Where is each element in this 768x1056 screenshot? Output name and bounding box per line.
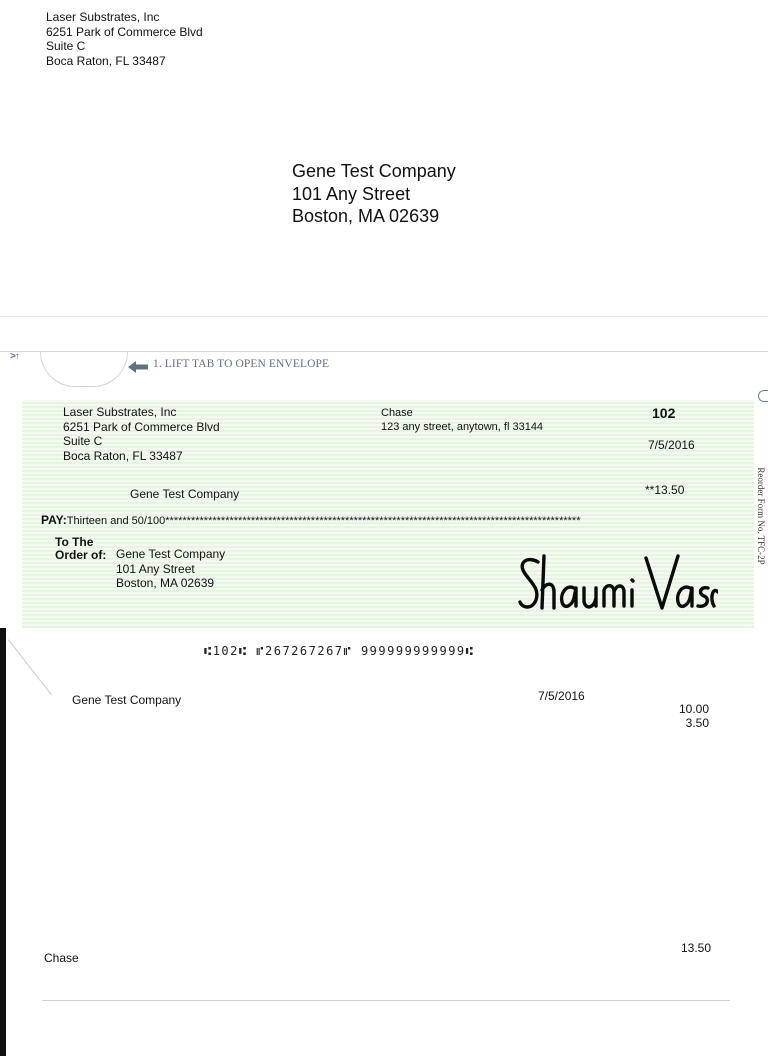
scan-edge	[0, 628, 6, 1056]
stub-amount-1: 10.00	[678, 702, 709, 716]
stub-date: 7/5/2016	[538, 689, 585, 703]
sender-name: Laser Substrates, Inc	[46, 10, 160, 24]
check-number: 102	[652, 405, 676, 421]
check-payer-name: Laser Substrates, Inc	[63, 405, 177, 419]
stub-bank: Chase	[44, 951, 79, 965]
sender-city: Boca Raton, FL 33487	[46, 53, 166, 68]
order-city: Boston, MA 02639	[116, 576, 215, 590]
pay-line	[41, 513, 701, 527]
check-date: 7/5/2016	[648, 438, 695, 452]
check-amount: **13.50	[645, 483, 685, 497]
stub-payee: Gene Test Company	[72, 693, 182, 707]
reorder-form-text: Reorder Form No. TFC-2P	[756, 467, 766, 565]
corner-arrow-icon: >↑	[10, 351, 19, 362]
recipient-city: Boston, MA 02639	[292, 206, 440, 226]
check-payer-address	[63, 405, 220, 463]
sender-suite: Suite C	[46, 39, 86, 53]
check-bank-address: 123 any street, anytown, fl 33144	[381, 421, 544, 433]
pay-amount-words: Thirteen and 50/100*************************************************************************************************	[66, 515, 581, 527]
order-name: Gene Test Company	[116, 547, 226, 561]
lift-tab-instruction: 1. LIFT TAB TO OPEN ENVELOPE	[153, 358, 330, 370]
check-payer-suite: Suite C	[63, 434, 103, 448]
to-the-order-label	[55, 536, 106, 562]
lift-tab[interactable]	[40, 352, 128, 387]
check-payee-line: Gene Test Company	[130, 487, 240, 501]
sender-street: 6251 Park of Commerce Blvd	[46, 24, 203, 39]
check-payer-street: 6251 Park of Commerce Blvd	[63, 419, 220, 434]
micr-line: ⑆102⑆ ⑈267267267⑈ 999999999999⑆	[204, 644, 475, 658]
check-order-address	[116, 547, 225, 591]
stub-total: 13.50	[680, 941, 711, 955]
recipient-name: Gene Test Company	[292, 161, 456, 181]
recipient-address	[292, 160, 456, 228]
perforation-mark	[758, 390, 768, 402]
stub-amounts	[640, 702, 709, 730]
stub-amount-2: 3.50	[685, 716, 709, 730]
bottom-edge	[42, 1000, 730, 1001]
recipient-street: 101 Any Street	[292, 183, 411, 204]
envelope-edge-line	[8, 639, 52, 695]
pay-label: PAY:	[41, 513, 67, 527]
left-arrow-icon	[128, 361, 148, 373]
sender-address	[46, 10, 203, 68]
signature	[514, 548, 718, 620]
check-bank-name: Chase	[381, 407, 413, 419]
fold-line	[0, 316, 768, 317]
check-bank	[381, 406, 543, 434]
order-street: 101 Any Street	[116, 561, 195, 576]
order-of-label: Order of:	[55, 548, 107, 562]
to-the-label: To The	[55, 535, 94, 549]
check-payer-city: Boca Raton, FL 33487	[63, 448, 183, 463]
